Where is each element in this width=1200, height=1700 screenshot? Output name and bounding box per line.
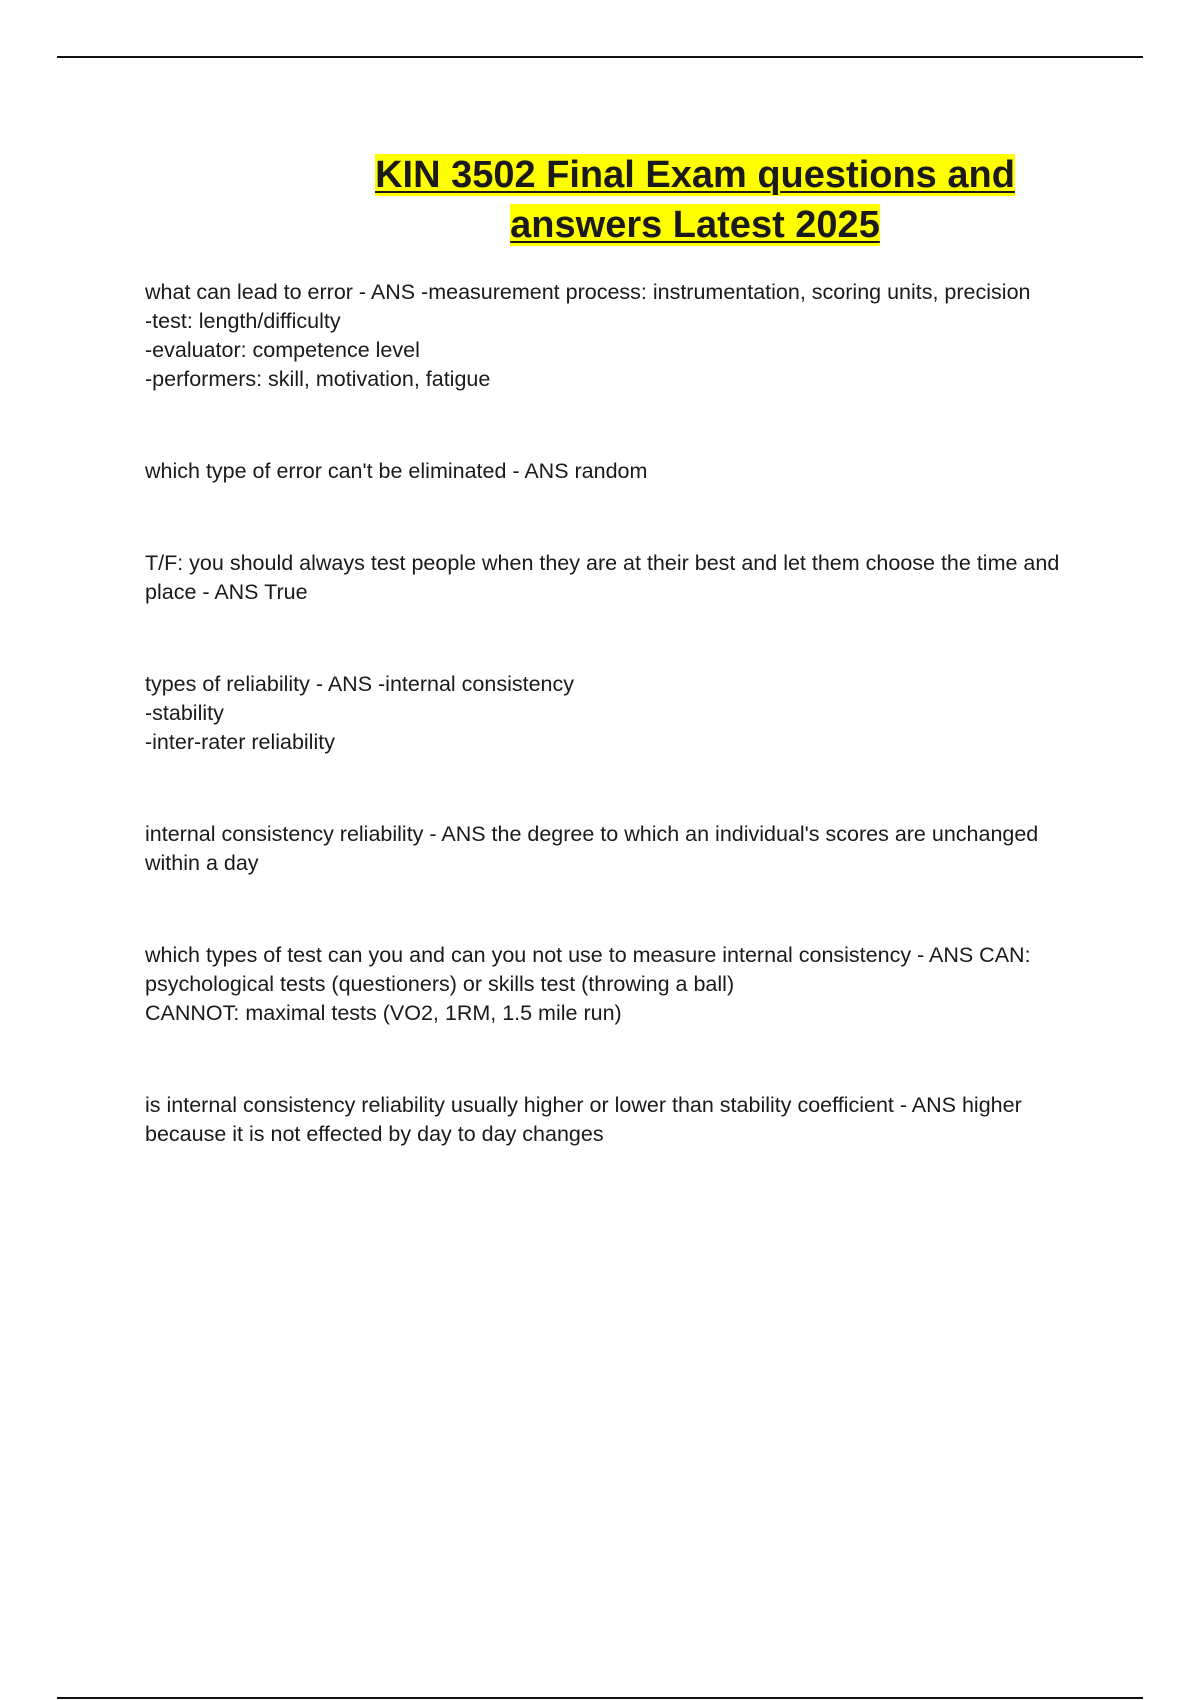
qa-line: what can lead to error - ANS -measurement process: instrumentation, scoring units, precision	[145, 280, 1031, 304]
top-rule	[57, 56, 1143, 58]
qa-item	[145, 278, 1075, 394]
qa-line: -stability	[145, 701, 224, 725]
bottom-rule	[57, 1697, 1143, 1699]
qa-line: -test: length/difficulty	[145, 309, 341, 333]
qa-item	[145, 941, 1075, 1028]
qa-item	[145, 1091, 1075, 1149]
qa-line: which types of test can you and can you not use to measure internal consistency - ANS CAN: psychological tests (questioners) or skills test (throwing a ball)	[145, 943, 1031, 996]
qa-line: -performers: skill, motivation, fatigue	[145, 367, 491, 391]
qa-line: types of reliability - ANS -internal consistency	[145, 672, 574, 696]
title-line-1: KIN 3502 Final Exam questions and	[375, 154, 1015, 196]
qa-item	[145, 549, 1075, 607]
qa-item	[145, 457, 1075, 486]
qa-line: -evaluator: competence level	[145, 338, 420, 362]
qa-line: -inter-rater reliability	[145, 730, 335, 754]
qa-item	[145, 820, 1075, 878]
qa-list	[145, 278, 1075, 1212]
qa-item	[145, 670, 1075, 757]
qa-line: is internal consistency reliability usually higher or lower than stability coefficient - ANS higher because it is not effected by day to day changes	[145, 1093, 1022, 1146]
qa-line: which type of error can't be eliminated - ANS random	[145, 459, 648, 483]
document-title	[360, 150, 1030, 250]
qa-line: CANNOT: maximal tests (VO2, 1RM, 1.5 mile run)	[145, 1001, 622, 1025]
qa-line: internal consistency reliability - ANS the degree to which an individual's scores are unchanged within a day	[145, 822, 1039, 875]
qa-line: T/F: you should always test people when they are at their best and let them choose the time and place - ANS True	[145, 551, 1060, 604]
title-line-2: answers Latest 2025	[510, 204, 880, 246]
